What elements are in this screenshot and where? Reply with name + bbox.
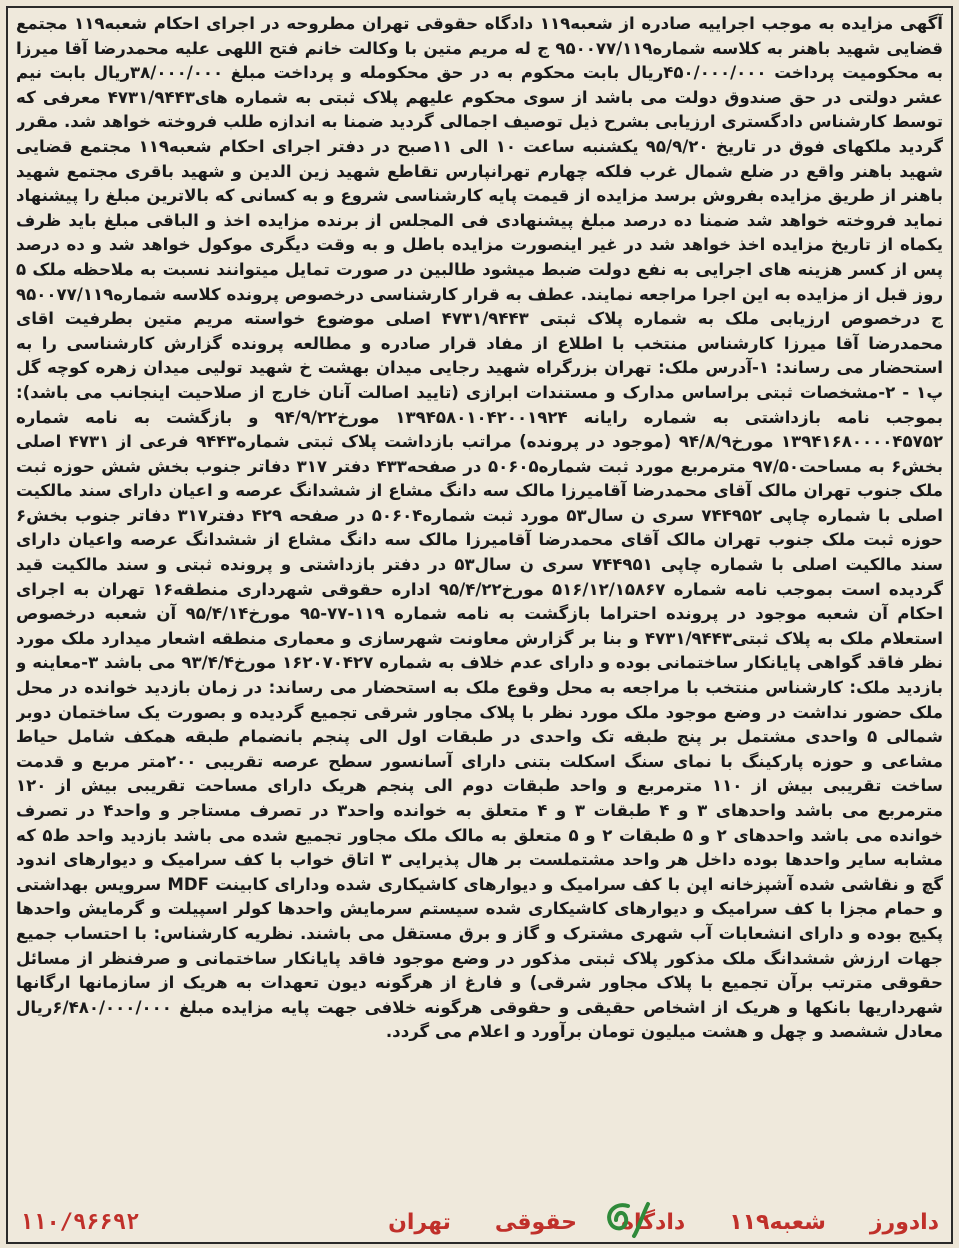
auction-notice-body: آگهی مزایده به موجب اجراییه صادره از شعبه۱۱۹ دادگاه حقوقی تهران مطروحه در اجرای احکام شعبه۱۱۹ مجتمع قضایی شهید باهنر به کلاسه شماره۹۵۰۰۷۷/۱۱۹ ج له مریم متین با وکالت خانم فتح اللهی علیه محمدرضا آقا میرزا به محکومیت پرداخت ۴۵۰/۰۰۰/۰۰۰ریال بابت محکوم به در حق محکومله و پرداخت مبلغ ۳۸/۰۰۰/۰۰۰ریال بابت نیم عشر دولتی در حق صندوق دولت می باشد از سوی محکوم علیهم پلاک ثبتی به شماره های۴۷۳۱/۹۴۴۳ معرفی که توسط کارشناس دادگستری ارزیابی بشرح ذیل توصیف اجمالی گردید ضمنا به اندازه طلب فروخته خواهد شد. مقرر گردید ملکهای فوق در تاریخ ۹۵/۹/۲۰ یکشنبه ساعت ۱۰ الی ۱۱صبح در دفتر اجرای احکام شعبه۱۱۹ مجتمع قضایی شهید باهنر واقع در ضلع شمال غرب فلکه چهارم تهرانپارس تقاطع شهید زین الدین و شهید باقری مجتمع شهید باهنر از طریق مزایده بفروش برسد مزایده از قیمت پایه کارشناسی شروع و به کسانی که بالاترین مبلغ را پیشنهاد نماید فروخته خواهد شد ضمنا ده درصد مبلغ پیشنهادی فی المجلس از برنده مزایده اخذ و الباقی مبلغ باید ظرف یکماه از تاریخ مزایده اخذ خواهد شد در غیر اینصورت مزایده باطل و به وقت دیگری موکول خواهد شد و ده درصد پس از کسر هزینه های اجرایی به نفع دولت ضبط میشود طالبین در صورت تمایل میتوانند نسبت به ملاحظه ملک ۵ روز قبل از مزایده به این اجرا مراجعه نمایند. عطف به قرار کارشناسی درخصوص پرونده کلاسه شماره۹۵۰۰۷۷/۱۱۹ ج درخصوص ارزیابی ملک به شماره پلاک ثبتی ۴۷۳۱/۹۴۴۳ اصلی موضوع خواسته مریم متین بطرفیت اقای محمدرضا آقا میرزا کارشناس منتخب با اطلاع از مفاد قرار صادره و مطالعه پرونده گزارش کارشناسی را به استحضار می رساند: ۱-آدرس ملک: تهران بزرگراه شهید رجایی میدان بهشت خ شهید تولیی میدان زهره کوچه گل پ۱ - ۲-مشخصات ثبتی براساس مدارک و مستندات ابرازی (تایید اصالت آنان خارج از صلاحیت اینجانب می باشد): بموجب نامه بازداشتی به شماره رایانه ۱۳۹۴۵۸۰۱۰۴۲۰۰۱۹۲۴ مورخ۹۴/۹/۲۲ و بازگشت به نامه شماره ۱۳۹۴۱۶۸۰۰۰۰۴۵۷۵۲ مورخ۹۴/۸/۹ (موجود در پرونده) مراتب بازداشت پلاک ثبتی شماره۹۴۴۳ فرعی از ۴۷۳۱ اصلی بخش۶ به مساحت۹۷/۵۰ مترمربع مورد ثبت شماره۵۰۶۰۵ در صفحه۴۳۳ دفتر ۳۱۷ دفاتر جنوب بخش شش حوزه ثبت ملک جنوب تهران مالک آقای محمدرضا آقامیرزا مالک سه دانگ مشاع از ششدانگ عرصه و اعیان دارای سند مالکیت اصلی با شماره چاپی ۷۴۴۹۵۲ سری ن سال۵۳ مورد ثبت شماره۵۰۶۰۴ در صفحه ۴۲۹ دفتر۳۱۷ دفاتر جنوب بخش۶ حوزه ثبت ملک جنوب تهران مالک آقای محمدرضا آقامیرزا مالک سه دانگ مشاع از ششدانگ عرصه واعیان دارای سند مالکیت اصلی با شماره چاپی ۷۴۴۹۵۱ سری ن سال۵۳ در دفتر بازداشتی و پرونده ثبتی و سند مالکیت قید گردیده است بموجب نامه شماره ۵۱۶/۱۲/۱۵۸۶۷ مورخ۹۵/۴/۲۲ اداره حقوقی شهرداری منطقه۱۶ تهران به اجرای احکام آن شعبه موجود در پرونده احتراما بازگشت به نامه شماره ۱۱۹-۷۷-۹۵ مورخ۹۵/۴/۱۴ آن شعبه درخصوص استعلام ملک به پلاک ثبتی۴۷۳۱/۹۴۴۳ و بنا بر گزارش معاونت شهرسازی و معماری منطقه اشعار میدارد ملک مورد نظر فاقد گواهی پایانکار ساختمانی بوده و دارای عدم خلاف به شماره ۱۶۲۰۷۰۴۲۷ مورخ۹۳/۴/۴ می باشد ۳-معاینه و بازدید ملک: کارشناس منتخب با مراجعه به محل وقوع ملک به استحضار می رساند: در زمان بازدید خوانده در محل ملک حضور نداشت در وضع موجود ملک مورد نظر با پلاک مجاور شرقی تجمیع گردیده و بصورت یک ساختمان دوبر شمالی ۵ واحدی مشتمل بر پنج طبقه تک واحدی در طبقات اول الی پنجم بانضمام طبقه همکف شامل حیاط مشاعی و حوزه پارکینگ با نمای سنگ اسکلت بتنی دارای آسانسور سطح عرصه تقریبی ۲۰۰متر مربع و قدمت ساخت تقریبی بیش از ۱۱۰ مترمربع و واحد طبقات دوم الی پنجم هریک دارای مساحت تقریبی بیش از ۱۲۰ مترمربع می باشد واحدهای ۳ و ۴ طبقات ۳ و ۴ متعلق به خوانده واحد۳ در تصرف مستاجر و واحد۴ در تصرف خوانده می باشد واحدهای ۲ و ۵ طبقات ۲ و ۵ متعلق به مالک ملک مجاور تجمیع شده می باشد بازدید واحد ط۵ که مشابه سایر واحدها بوده داخل هر واحد مشتملست بر هال پذیرایی ۳ اتاق خواب با کف سرامیک و دیوارهای اندود گچ و نقاشی شده آشپزخانه اپن با کف سرامیک و دیوارهای کاشیکاری شده ودارای کابینت MDF سرویس بهداشتی و حمام مجزا با کف سرامیک و دیوارهای کاشیکاری شده سیستم سرمایش واحدها کولر اسپیلت و گرمایش واحدها پکیج بوده و دارای انشعابات آب شهری مشترک و گاز و برق مستقل می باشند. نظریه کارشناس: با احتساب جمیع جهات ارزش ششدانگ ملک مذکور پلاک ثبتی مذکور در وضع موجود فاقد پایانکار ساختمانی و صرفنظر از مسائل حقوقی مترتب برآن تجمیع با پلاک مجاور شرقی) و فارغ از هرگونه دیون تعهدات به هریک از سازمانها ارگانها شهرداریها بانکها و هریک از اشخاص حقیقی و حقوقی هرگونه خلافی جهت پایه مزایده مبلغ ۶/۴۸۰/۰۰۰/۰۰۰ریال معادل ششصد و چهل و هشت میلیون تومان برآورد و اعلام می گردد. — [16, 14, 943, 1042]
footer-dadvarz: دادورز — [869, 1209, 939, 1235]
notice-footer — [20, 1204, 939, 1240]
handwritten-signature-icon — [598, 1196, 656, 1240]
footer-city: تهران — [388, 1209, 451, 1235]
footer-court: دادگاه — [621, 1209, 686, 1235]
footer-legal: حقوقی — [494, 1209, 578, 1235]
footer-branch: شعبه۱۱۹ — [729, 1209, 826, 1235]
court-signature-line — [388, 1210, 939, 1235]
notice-frame — [6, 6, 953, 1244]
notice-code: ۱۱۰/۹۶۶۹۲ — [20, 1209, 140, 1235]
